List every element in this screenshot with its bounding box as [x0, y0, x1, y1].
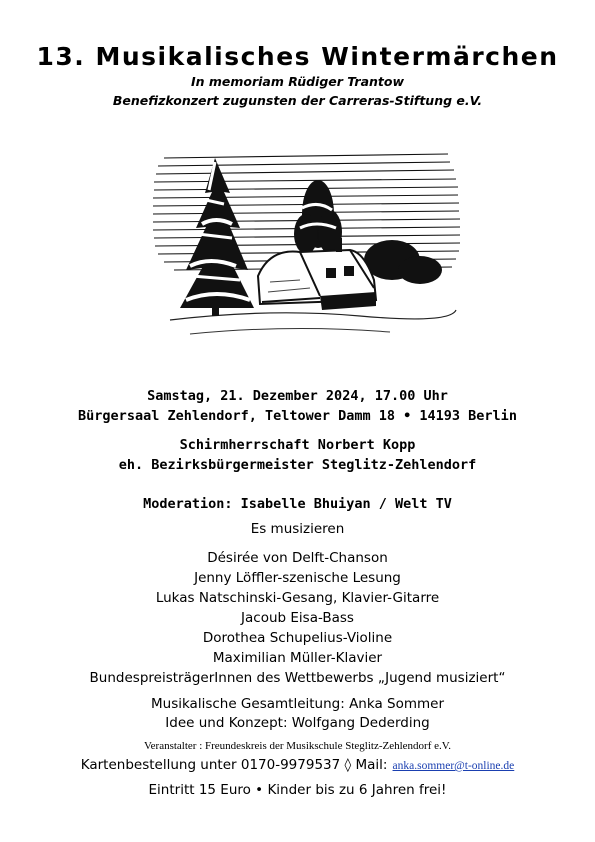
ticket-text: Kartenbestellung unter 0170-9979537 ◊ Mail:	[80, 757, 388, 773]
musician-line: Maximilian Müller-Klavier	[212, 650, 383, 666]
organizer: Veranstalter : Freundeskreis der Musikschule Steglitz-Zehlendorf e.V.	[143, 740, 452, 752]
memoriam-subtitle: In memoriam Rüdiger Trantow	[190, 74, 405, 89]
patron-name: Schirmherrschaft Norbert Kopp	[179, 437, 416, 453]
patron-title: eh. Bezirksbürgermeister Steglitz-Zehlendorf	[118, 457, 477, 473]
moderation: Moderation: Isabelle Bhuiyan / Welt TV	[143, 496, 452, 512]
musician-line: Dorothea Schupelius-Violine	[202, 630, 393, 646]
concept-credit: Idee und Konzept: Wolfgang Dederding	[165, 715, 430, 731]
musicians-heading: Es musizieren	[250, 521, 345, 537]
musician-line: Jacoub Eisa-Bass	[241, 610, 354, 626]
poster-title: 13. Musikalisches Wintermärchen	[36, 42, 559, 71]
email-link[interactable]: anka.sommer@t-online.de	[392, 760, 515, 772]
event-date: Samstag, 21. Dezember 2024, 17.00 Uhr	[147, 388, 448, 404]
admission-info: Eintritt 15 Euro • Kinder bis zu 6 Jahren frei!	[148, 782, 447, 798]
benefit-subtitle: Benefizkonzert zugunsten der Carreras-Stiftung e.V.	[112, 93, 483, 108]
musician-line: Jenny Löffler-szenische Lesung	[194, 570, 401, 586]
ticket-line	[0, 754, 595, 773]
musician-line: Désirée von Delft-Chanson	[207, 550, 388, 566]
music-direction: Musikalische Gesamtleitung: Anka Sommer	[150, 696, 444, 712]
musician-line: BundespreisträgerInnen des Wettbewerbs „Jugend musiziert“	[89, 670, 506, 686]
event-venue: Bürgersaal Zehlendorf, Teltower Damm 18 • 14193 Berlin	[78, 408, 517, 424]
musician-line: Lukas Natschinski-Gesang, Klavier-Gitarre	[155, 590, 440, 606]
winter-landscape-illustration	[150, 148, 462, 348]
